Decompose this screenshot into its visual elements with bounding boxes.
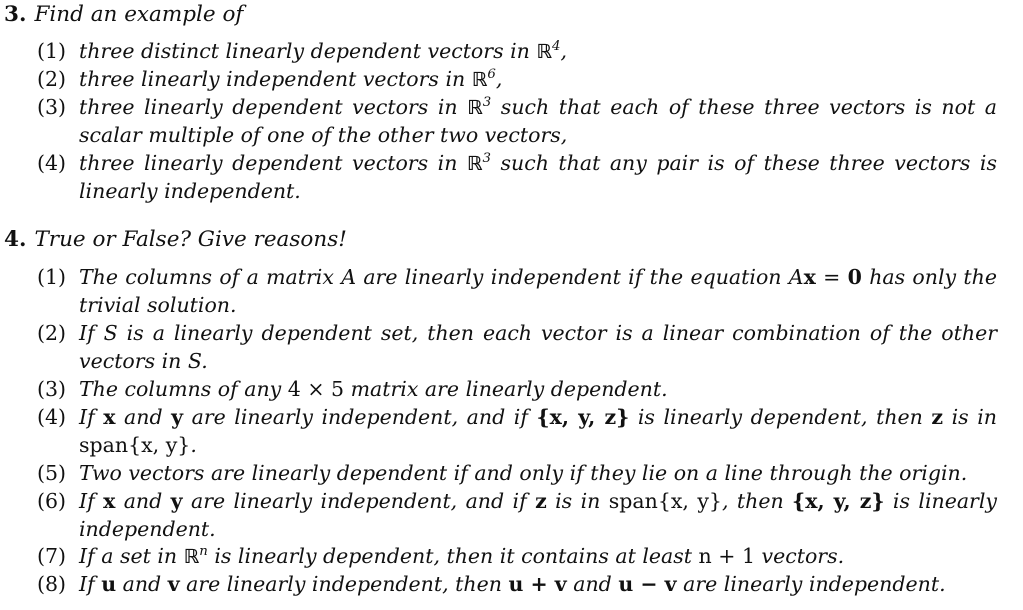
problem-4-item-2 bbox=[37, 320, 997, 375]
problem-4-item-8 bbox=[37, 571, 997, 599]
item-label: (3) bbox=[37, 95, 67, 119]
item-text: If a set in ℝ$^n$ is linearly dependent, then it contains at least n + 1 vectors. bbox=[79, 544, 845, 568]
item-label: (5) bbox=[37, 461, 67, 485]
item-label: (7) bbox=[37, 544, 67, 568]
problem-4-number: 4. bbox=[4, 227, 27, 252]
problem-4-item-4 bbox=[37, 404, 997, 459]
problem-4-item-5 bbox=[37, 460, 997, 488]
item-label: (1) bbox=[37, 39, 67, 63]
item-text: Two vectors are linearly dependent if and only if they lie on a line through the origin. bbox=[79, 461, 968, 485]
problem-3-item-4 bbox=[37, 150, 997, 205]
item-text: three distinct linearly dependent vectors in ℝ$^4$, bbox=[79, 39, 568, 63]
problem-3-number: 3. bbox=[4, 2, 27, 27]
problem-4-prompt: True or False? Give reasons! bbox=[34, 227, 347, 252]
item-text: If x and y are linearly independent, and if z is in span{x, y}, then {x, y, z} is linearly independent. bbox=[79, 489, 997, 541]
item-label: (2) bbox=[37, 321, 67, 345]
problem-3-item-3 bbox=[37, 94, 997, 149]
item-label: (2) bbox=[37, 67, 67, 91]
item-text: The columns of a matrix A are linearly independent if the equation Ax = 0 has only the trivial solution. bbox=[79, 265, 997, 317]
problem-4-item-6 bbox=[37, 488, 997, 543]
problem-3-item-2 bbox=[37, 66, 997, 94]
problem-4-item-3 bbox=[37, 376, 997, 404]
item-label: (3) bbox=[37, 377, 67, 401]
problem-4-heading bbox=[4, 227, 347, 253]
item-text: three linearly dependent vectors in ℝ$^3$ such that any pair is of these three vectors is linearly independent. bbox=[79, 151, 997, 203]
item-text: If S is a linearly dependent set, then each vector is a linear combination of the other vectors in S. bbox=[79, 321, 997, 373]
item-label: (4) bbox=[37, 405, 67, 429]
problem-4-item-7 bbox=[37, 543, 997, 571]
item-text: The columns of any 4 × 5 matrix are linearly dependent. bbox=[79, 377, 668, 401]
item-text: If u and v are linearly independent, then u + v and u − v are linearly independent. bbox=[79, 572, 946, 596]
problem-4-item-1 bbox=[37, 264, 997, 319]
problem-3-heading bbox=[4, 2, 243, 28]
item-label: (1) bbox=[37, 265, 67, 289]
item-label: (4) bbox=[37, 151, 67, 175]
problem-3-item-1 bbox=[37, 38, 997, 66]
item-text: three linearly independent vectors in ℝ$^6$, bbox=[79, 67, 503, 91]
item-label: (6) bbox=[37, 489, 67, 513]
item-text: three linearly dependent vectors in ℝ$^3$ such that each of these three vectors is not a scalar multiple of one of the other two vectors, bbox=[79, 95, 997, 147]
item-text: If x and y are linearly independent, and if {x, y, z} is linearly dependent, then z is in span{x, y}. bbox=[79, 405, 998, 457]
item-label: (8) bbox=[37, 572, 67, 596]
problem-3-prompt: Find an example of bbox=[34, 2, 244, 27]
